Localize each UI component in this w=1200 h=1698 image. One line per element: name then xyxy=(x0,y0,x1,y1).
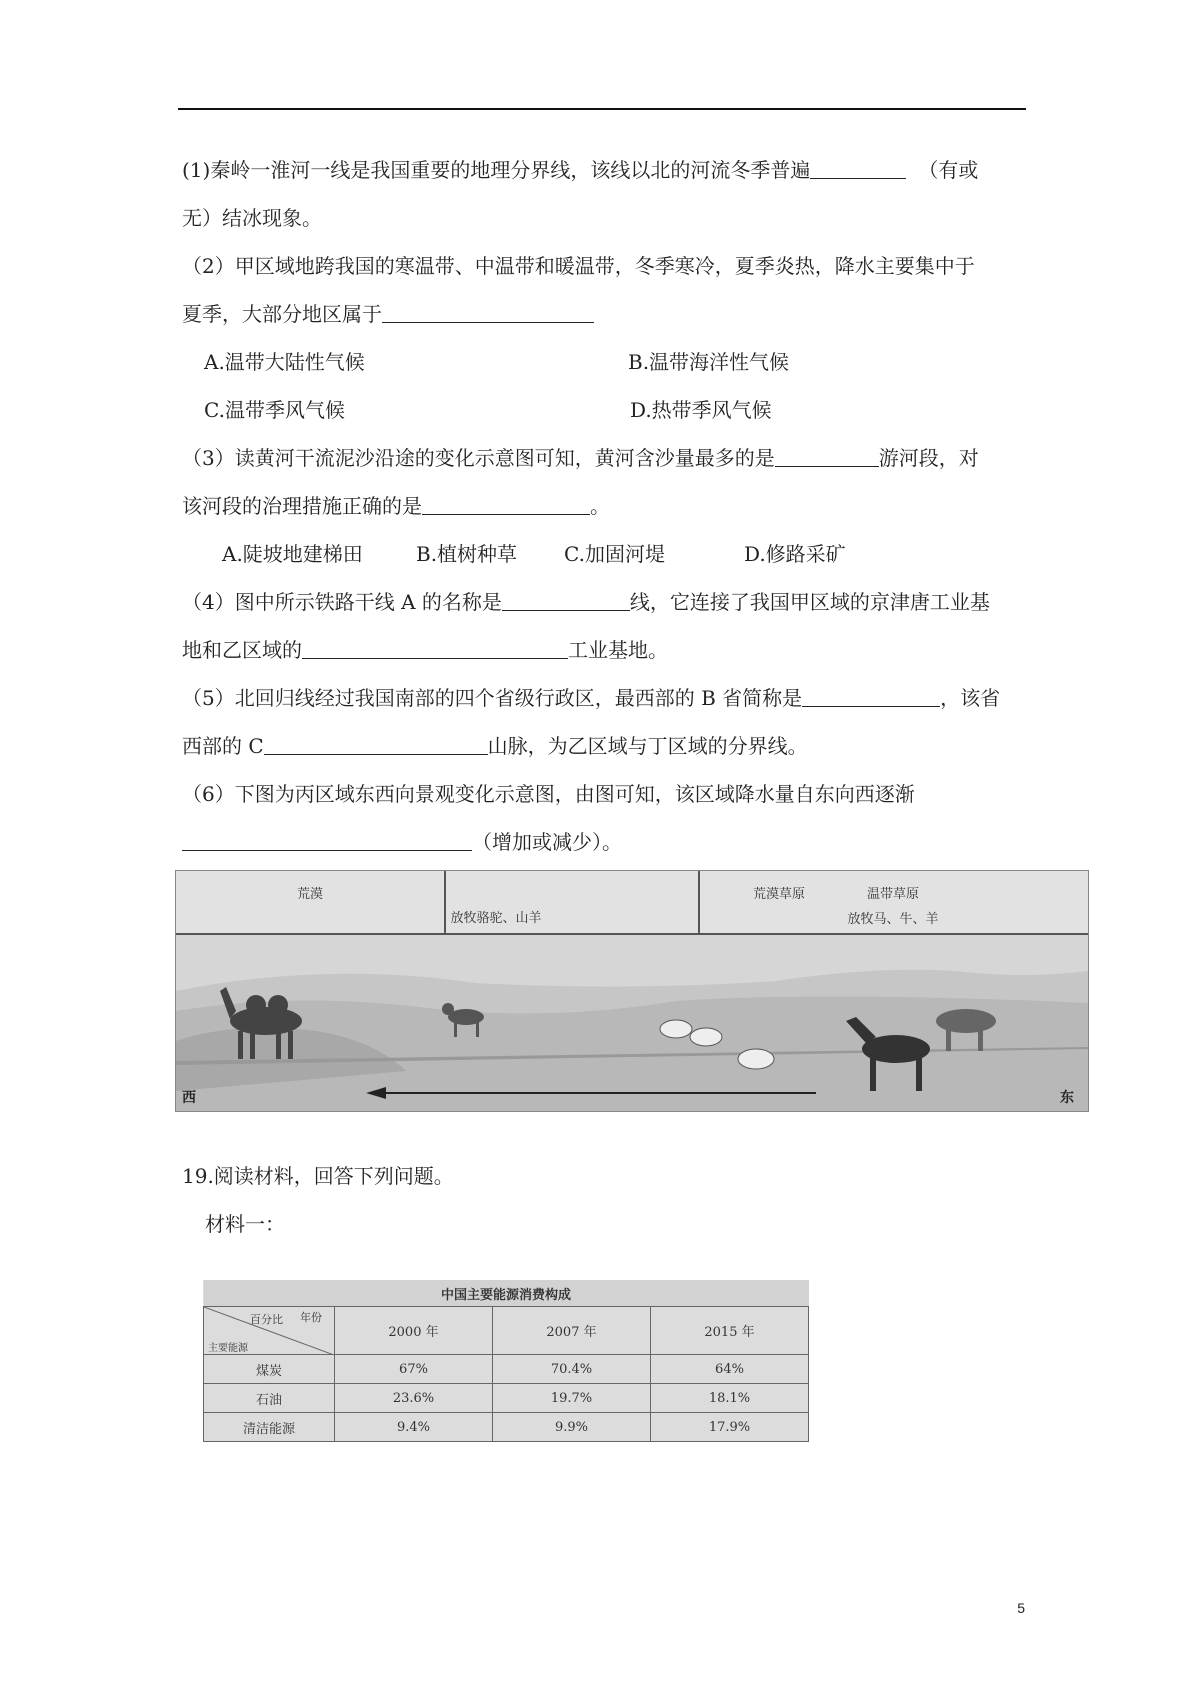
page-number: 5 xyxy=(1017,1600,1025,1616)
q18-p3-line1: （3）读黄河干流泥沙沿途的变化示意图可知，黄河含沙量最多的是 游河段，对 xyxy=(182,446,979,470)
zone-desert: 荒漠 xyxy=(176,871,446,933)
answer-blank-8[interactable] xyxy=(264,732,488,755)
table-cell: 9.4% xyxy=(335,1413,493,1442)
q18-p4-line1: （4）图中所示铁路干线 A 的名称是 线，它连接了我国甲区域的京津唐工业基 xyxy=(182,590,990,614)
east-label: 东 xyxy=(1060,1090,1074,1106)
table-row xyxy=(204,1384,809,1413)
q18-p3-option-a[interactable]: A.陡坡地建梯田 xyxy=(222,542,363,566)
answer-blank-1[interactable] xyxy=(810,156,906,179)
energy-type-oil: 石油 xyxy=(204,1384,335,1413)
table-cell: 64% xyxy=(651,1355,809,1384)
q18-p2-option-b[interactable]: B.温带海洋性气候 xyxy=(628,350,790,374)
q18-p3-line2: 该河段的治理措施正确的是 。 xyxy=(182,494,610,518)
answer-blank-3[interactable] xyxy=(775,444,879,467)
q18-p2-option-c[interactable]: C.温带季风气候 xyxy=(204,398,345,422)
q18-p2-option-d[interactable]: D.热带季风气候 xyxy=(630,398,772,422)
energy-type-clean: 清洁能源 xyxy=(204,1413,335,1442)
table-corner-cell: 百分比 年份 主要能源 xyxy=(204,1307,335,1355)
landscape-scene xyxy=(176,871,1088,1111)
q19-title: 19.阅读材料，回答下列问题。 xyxy=(182,1164,454,1188)
q18-p5-line2: 西部的 C 山脉，为乙区域与丁区域的分界线。 xyxy=(182,734,808,758)
zone-desert-steppe: 荒漠草原 xyxy=(752,887,805,902)
q19-material1: 材料一： xyxy=(205,1212,285,1236)
year-header-1: 2000 年 xyxy=(335,1307,493,1355)
table-row xyxy=(204,1355,809,1384)
year-header-3: 2015 年 xyxy=(651,1307,809,1355)
answer-blank-5[interactable] xyxy=(502,588,630,611)
answer-blank-9[interactable] xyxy=(182,828,472,851)
answer-blank-7[interactable] xyxy=(802,684,940,707)
table-cell: 70.4% xyxy=(493,1355,651,1384)
q18-p2-option-a[interactable]: A.温带大陆性气候 xyxy=(204,350,365,374)
header-rule xyxy=(178,108,1026,110)
zone-desert-steppe-desc: 放牧骆驼、山羊 xyxy=(450,911,542,926)
q18-p3-option-b[interactable]: B.植树种草 xyxy=(416,542,518,566)
table-cell: 67% xyxy=(335,1355,493,1384)
zone-temperate-steppe: 温带草原 放牧马、牛、羊 xyxy=(847,887,939,927)
table-row xyxy=(204,1413,809,1442)
table-header-row xyxy=(204,1307,809,1355)
q18-p6-line1: （6）下图为丙区域东西向景观变化示意图，由图可知，该区域降水量自东向西逐渐 xyxy=(182,782,915,806)
answer-blank-2[interactable] xyxy=(382,300,594,323)
answer-blank-4[interactable] xyxy=(422,492,590,515)
table-cell: 18.1% xyxy=(651,1384,809,1413)
table-title: 中国主要能源消费构成 xyxy=(204,1280,809,1307)
answer-blank-6[interactable] xyxy=(302,636,568,659)
q18-p4-line2: 地和乙区域的 工业基地。 xyxy=(182,638,668,662)
q18-p1-line2: 无）结冰现象。 xyxy=(182,206,322,230)
table-cell: 23.6% xyxy=(335,1384,493,1413)
table-title-row xyxy=(204,1280,809,1307)
table-cell: 9.9% xyxy=(493,1413,651,1442)
q18-p2-line1: （2）甲区域地跨我国的寒温带、中温带和暖温带，冬季寒冷，夏季炎热，降水主要集中于 xyxy=(182,254,975,278)
year-header-2: 2007 年 xyxy=(493,1307,651,1355)
energy-consumption-table xyxy=(203,1280,809,1442)
table-cell: 17.9% xyxy=(651,1413,809,1442)
landscape-figure xyxy=(175,870,1089,1112)
q18-p3-option-d[interactable]: D.修路采矿 xyxy=(744,542,846,566)
q18-p6-line2: （增加或减少）。 xyxy=(182,828,622,856)
energy-type-coal: 煤炭 xyxy=(204,1355,335,1384)
table-cell: 19.7% xyxy=(493,1384,651,1413)
q18-p3-option-c[interactable]: C.加固河堤 xyxy=(564,542,665,566)
q18-p1-line1: (1)秦岭一淮河一线是我国重要的地理分界线，该线以北的河流冬季普遍 （有或 xyxy=(182,158,979,182)
q18-p2-line2: 夏季，大部分地区属于 xyxy=(182,300,594,328)
west-label: 西 xyxy=(182,1090,196,1106)
q18-p5-line1: （5）北回归线经过我国南部的四个省级行政区，最西部的 B 省简称是 ，该省 xyxy=(182,686,1001,710)
